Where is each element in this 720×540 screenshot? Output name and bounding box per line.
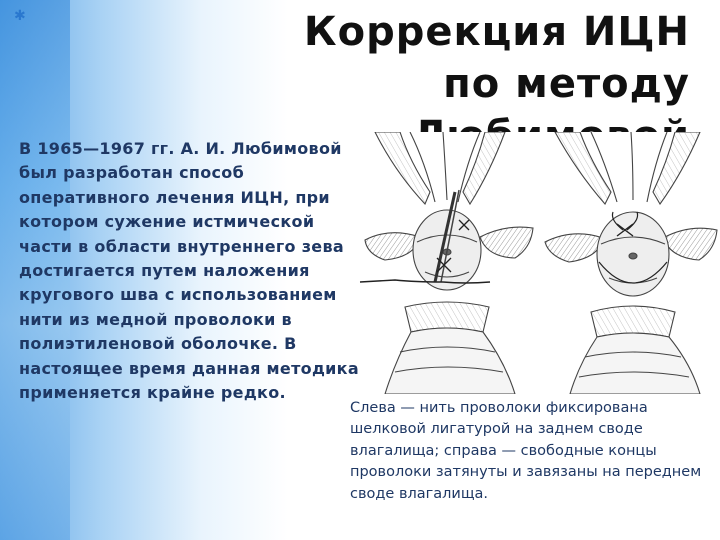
cervix-suture-illustration [355, 132, 720, 394]
medical-illustration [355, 132, 720, 394]
body-paragraph: В 1965—1967 гг. А. И. Любимовой был разработан способ оперативного лечения ИЦН, при котором сужение истмической части в области внутреннего зева достигается путем наложения кругового шва с использованием нити из медной проволоки в полиэтиленовой оболочке. В настоящее время данная методика применяется крайне редко. [19, 139, 359, 403]
left-panel-drawing [360, 132, 533, 394]
slide-title: Коррекция ИЦН по методу [303, 9, 690, 107]
right-panel-drawing [545, 132, 717, 394]
asterisk-decoration-icon: ✱ [14, 8, 26, 24]
figure-caption: Слева — нить проволоки фиксирована шелковой лигатурой на заднем своде влагалища; справа — свободные концы проволоки затянуты и завязаны на переднем своде влагалища. [350, 400, 702, 502]
